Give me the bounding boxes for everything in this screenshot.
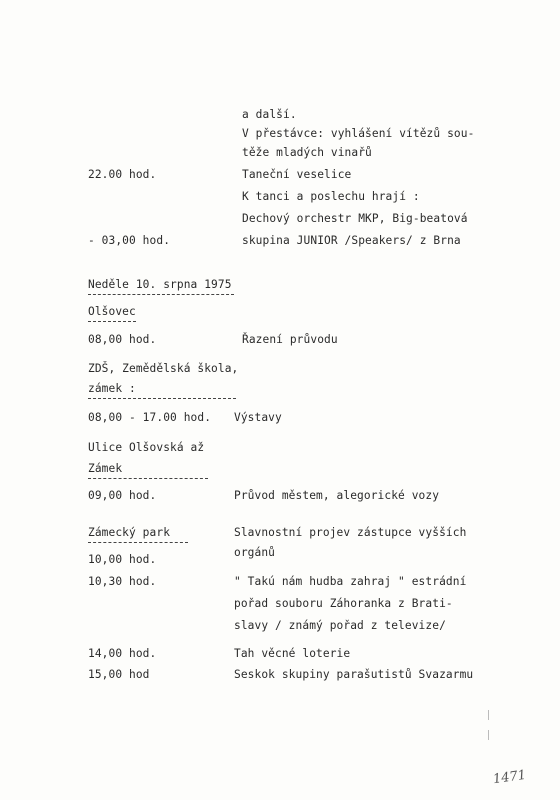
place-label: Zámek	[88, 462, 123, 475]
place-label: ZDŠ, Zemědělská škola,	[88, 362, 239, 375]
text-line: Dechový orchestr MKP, Big-beatová	[242, 212, 468, 225]
margin-mark	[488, 710, 489, 720]
event-label: Tah věcné loterie	[234, 647, 351, 660]
place-label: Zámecký park	[88, 526, 171, 539]
event-label: slavy / známý pořad z televize/	[234, 619, 446, 632]
place-label: Ulice Olšovská až	[88, 441, 205, 454]
event-label: Výstavy	[234, 411, 282, 424]
place-underline	[88, 542, 188, 543]
text-line: V přestávce: vyhlášení vítězů sou-	[242, 127, 475, 140]
time-label: 09,00 hod.	[88, 489, 157, 502]
event-label: Řazení průvodu	[242, 333, 338, 346]
place-label: Olšovec	[88, 305, 136, 318]
date-heading: Neděle 10. srpna 1975	[88, 278, 232, 291]
heading-underline	[88, 294, 234, 295]
text-line: skupina JUNIOR /Speakers/ z Brna	[242, 234, 461, 247]
text-line: těže mladých vinařů	[242, 146, 372, 159]
event-label: Seskok skupiny parašutistů Svazarmu	[234, 668, 474, 681]
time-label: 15,00 hod	[88, 668, 150, 681]
time-label: 08,00 hod.	[88, 333, 157, 346]
text-line: a další.	[242, 108, 297, 121]
handwritten-page-number: 1471	[492, 767, 527, 788]
time-label: 08,00 - 17.00 hod.	[88, 411, 212, 424]
event-label: Taneční veselice	[242, 168, 352, 181]
text-line: K tanci a poslechu hrají :	[242, 190, 420, 203]
event-label: orgánů	[234, 546, 276, 559]
time-label: 10,30 hod.	[88, 575, 157, 588]
place-underline	[88, 321, 136, 322]
event-label: pořad souboru Záhoranka z Brati-	[234, 597, 453, 610]
place-label: zámek :	[88, 382, 136, 395]
place-underline	[88, 478, 208, 479]
event-label: Slavnostní projev zástupce vyšších	[234, 526, 467, 539]
event-label: " Takú nám hudba zahraj " estrádní	[234, 575, 467, 588]
place-underline	[88, 398, 236, 399]
time-label: - 03,00 hod.	[88, 234, 171, 247]
event-label: Průvod městem, alegorické vozy	[234, 489, 440, 502]
time-label: 22.00 hod.	[88, 168, 157, 181]
margin-mark	[488, 730, 489, 740]
time-label: 14,00 hod.	[88, 647, 157, 660]
time-label: 10,00 hod.	[88, 553, 157, 566]
